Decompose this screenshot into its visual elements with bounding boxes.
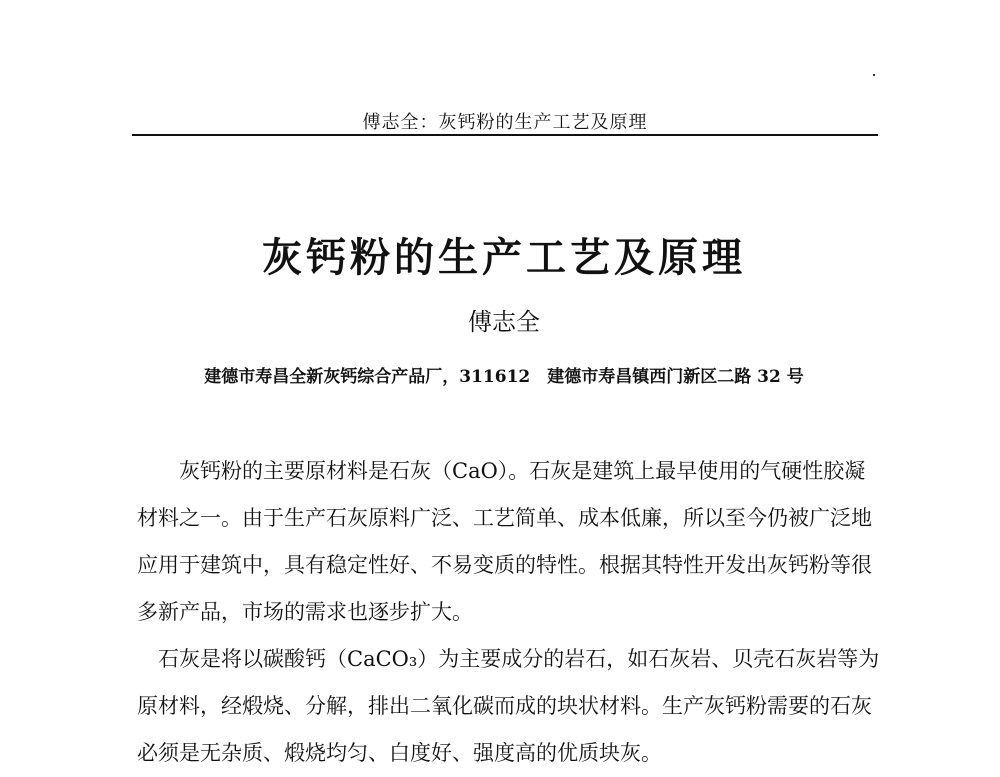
header-rule: [132, 134, 878, 136]
running-header: 傅志全：灰钙粉的生产工艺及原理: [362, 112, 648, 133]
scan-speck: [873, 74, 875, 76]
author-affiliation: 建德市寿昌全新灰钙综合产品厂，311612 建德市寿昌镇西门新区二路 32 号: [204, 367, 804, 387]
author-name: 傅志全: [468, 308, 540, 336]
paragraph: 灰钙粉的主要原材料是石灰（CaO）。石灰是建筑上最早使用的气硬性胶凝材料之一。由于生产石灰原料广泛、工艺简单、成本低廉，所以至今仍被广泛地应用于建筑中，具有稳定性好、不易变质的特性。根据其特性开发出灰钙粉等很多新产品，市场的需求也逐步扩大。: [137, 459, 872, 624]
paragraph: 石灰是将以碳酸钙（CaCO₃）为主要成分的岩石，如石灰岩、贝壳石灰岩等为原材料，经煅烧、分解，排出二氧化碳而成的块状材料。生产灰钙粉需要的石灰必须是无杂质、煅烧均匀、白度好、强度高的优质块灰。: [137, 647, 880, 765]
article-title: 灰钙粉的生产工艺及原理: [262, 234, 746, 281]
article-body: [137, 448, 880, 777]
